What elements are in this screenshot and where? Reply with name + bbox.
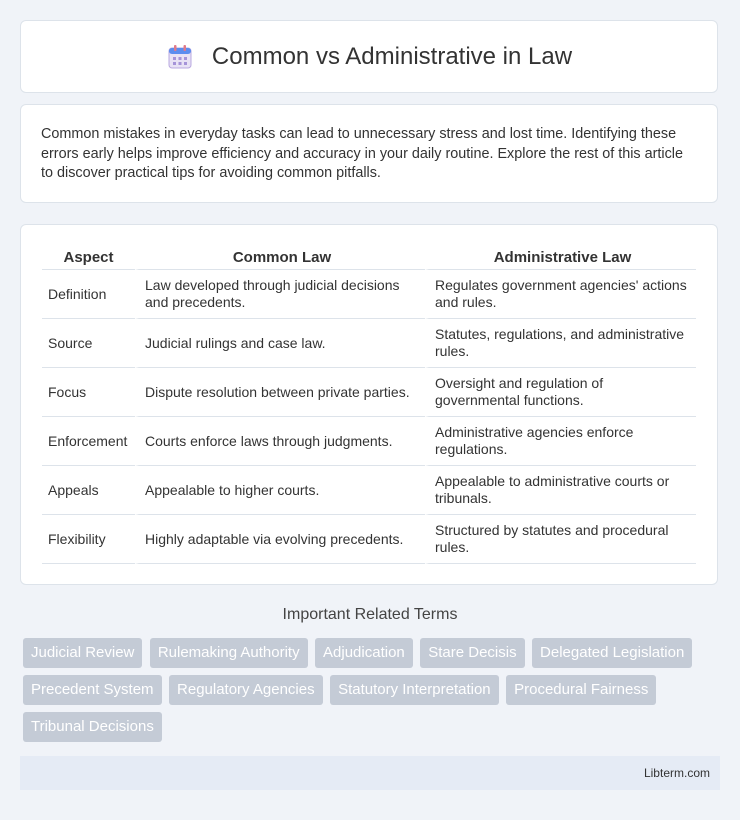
cell-aspect: Focus xyxy=(42,368,135,417)
cell-administrative-law: Administrative agencies enforce regulations. xyxy=(425,417,696,466)
table-row xyxy=(42,417,696,466)
cell-administrative-law: Regulates government agencies' actions and rules. xyxy=(425,270,696,319)
tag-tribunal-decisions[interactable]: Tribunal Decisions xyxy=(23,712,162,742)
page-title: Common vs Administrative in Law xyxy=(211,42,573,70)
comparison-table xyxy=(42,245,696,564)
title-card xyxy=(20,20,718,93)
tag-adjudication[interactable]: Adjudication xyxy=(315,638,413,668)
cell-aspect: Appeals xyxy=(42,466,135,515)
header-common-law: Common Law xyxy=(135,245,425,270)
table-header-row xyxy=(42,245,696,270)
tag-statutory-interpretation[interactable]: Statutory Interpretation xyxy=(330,675,499,705)
cell-administrative-law: Structured by statutes and procedural rules. xyxy=(425,515,696,564)
intro-text: Common mistakes in everyday tasks can lead to unnecessary stress and lost time. Identifying these errors early helps improve efficiency and accuracy in your daily routine. Explore the rest of this article to discover practical tips for avoiding common pitfalls. xyxy=(41,126,684,181)
footer xyxy=(20,756,720,790)
table-row xyxy=(42,368,696,417)
tag-regulatory-agencies[interactable]: Regulatory Agencies xyxy=(169,675,323,705)
cell-aspect: Enforcement xyxy=(42,417,135,466)
table-row xyxy=(42,319,696,368)
comparison-table-card xyxy=(20,224,718,585)
cell-aspect: Flexibility xyxy=(42,515,135,564)
cell-common-law: Appealable to higher courts. xyxy=(135,466,425,515)
cell-administrative-law: Appealable to administrative courts or tribunals. xyxy=(425,466,696,515)
cell-aspect: Definition xyxy=(42,270,135,319)
tag-rulemaking-authority[interactable]: Rulemaking Authority xyxy=(150,638,308,668)
related-terms-tags xyxy=(23,638,723,749)
cell-common-law: Judicial rulings and case law. xyxy=(135,319,425,368)
tag-judicial-review[interactable]: Judicial Review xyxy=(23,638,142,668)
cell-common-law: Courts enforce laws through judgments. xyxy=(135,417,425,466)
tag-delegated-legislation[interactable]: Delegated Legislation xyxy=(532,638,692,668)
table-row xyxy=(42,515,696,564)
tag-procedural-fairness[interactable]: Procedural Fairness xyxy=(506,675,656,705)
cell-aspect: Source xyxy=(42,319,135,368)
cell-administrative-law: Statutes, regulations, and administrative rules. xyxy=(425,319,696,368)
cell-administrative-law: Oversight and regulation of governmental functions. xyxy=(425,368,696,417)
footer-site-link[interactable]: Libterm.com xyxy=(643,766,710,780)
calendar-icon xyxy=(166,43,194,71)
cell-common-law: Law developed through judicial decisions and precedents. xyxy=(135,270,425,319)
header-administrative-law: Administrative Law xyxy=(425,245,696,270)
intro-card xyxy=(20,104,718,203)
tag-stare-decisis[interactable]: Stare Decisis xyxy=(420,638,524,668)
cell-common-law: Dispute resolution between private parties. xyxy=(135,368,425,417)
tag-precedent-system[interactable]: Precedent System xyxy=(23,675,162,705)
header-aspect: Aspect xyxy=(42,245,135,270)
cell-common-law: Highly adaptable via evolving precedents. xyxy=(135,515,425,564)
table-row xyxy=(42,270,696,319)
related-terms-title: Important Related Terms xyxy=(282,606,458,623)
table-row xyxy=(42,466,696,515)
